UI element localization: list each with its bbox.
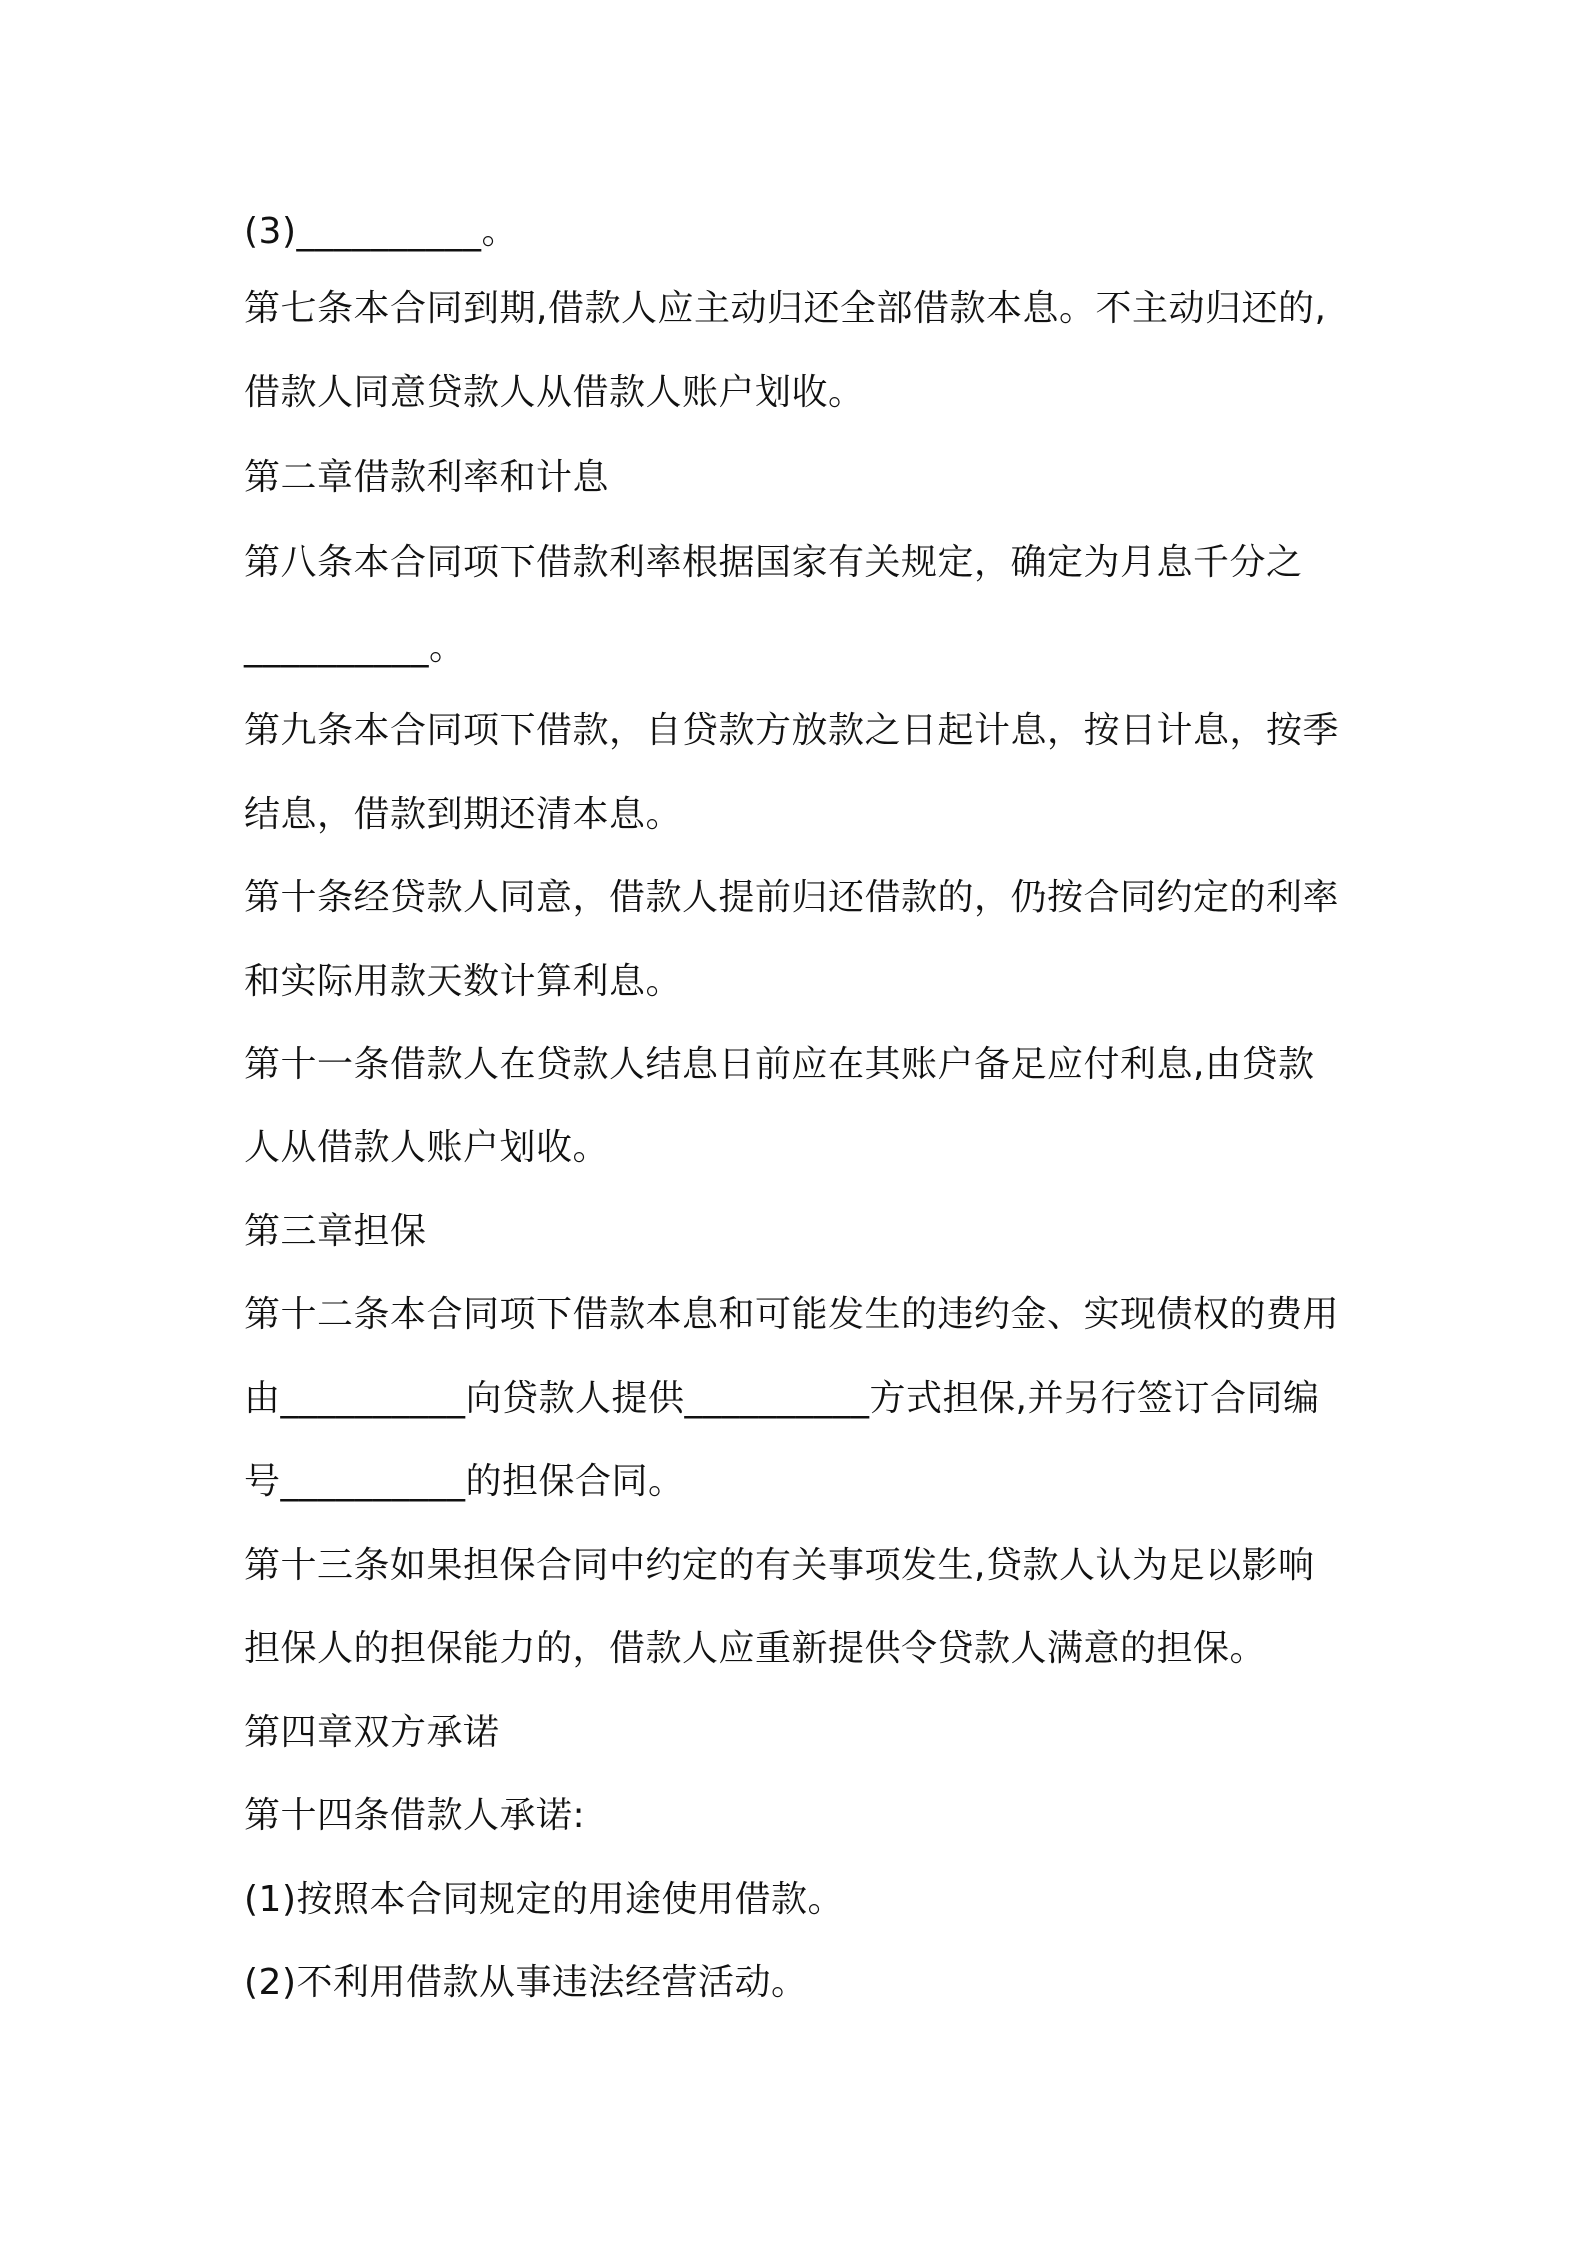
text-line-item-2: (2)不利用借款从事违法经营活动。 xyxy=(244,1962,808,2003)
text-line-article-14: 第十四条借款人承诺: xyxy=(244,1795,586,1836)
text-line-item-1: (1)按照本合同规定的用途使用借款。 xyxy=(244,1879,844,1920)
text-line-article-9-cont: 结息，借款到期还清本息。 xyxy=(244,794,683,835)
text-line-article-10: 第十条经贷款人同意，借款人提前归还借款的，仍按合同约定的利率 xyxy=(244,877,1340,918)
text-line-article-12-cont: 由__________向贷款人提供__________方式担保,并另行签订合同编 xyxy=(244,1378,1320,1419)
text-line-article-12: 第十二条本合同项下借款本息和可能发生的违约金、实现债权的费用 xyxy=(244,1294,1340,1335)
chapter-4-heading: 第四章双方承诺 xyxy=(244,1712,500,1753)
text-line-article-11-cont: 人从借款人账户划收。 xyxy=(244,1127,610,1168)
text-line-article-13-cont: 担保人的担保能力的，借款人应重新提供令贷款人满意的担保。 xyxy=(244,1628,1267,1669)
text-line-item-3-blank: (3)__________。 xyxy=(244,211,518,252)
chapter-3-heading: 第三章担保 xyxy=(244,1211,427,1252)
text-line-article-9: 第九条本合同项下借款，自贷款方放款之日起计息，按日计息，按季 xyxy=(244,710,1340,751)
text-line-article-13: 第十三条如果担保合同中约定的有关事项发生,贷款人认为足以影响 xyxy=(244,1545,1315,1586)
text-line-article-7: 第七条本合同到期,借款人应主动归还全部借款本息。不主动归还的, xyxy=(244,288,1327,329)
text-line-article-12-end: 号__________的担保合同。 xyxy=(244,1461,685,1502)
text-line-article-8-blank: __________。 xyxy=(244,627,466,668)
text-line-article-11: 第十一条借款人在贷款人结息日前应在其账户备足应付利息,由贷款 xyxy=(244,1044,1315,1085)
text-line-article-8: 第八条本合同项下借款利率根据国家有关规定，确定为月息千分之 xyxy=(244,542,1303,583)
text-line-article-7-cont: 借款人同意贷款人从借款人账户划收。 xyxy=(244,372,865,413)
text-line-article-10-cont: 和实际用款天数计算利息。 xyxy=(244,961,683,1002)
chapter-2-heading: 第二章借款利率和计息 xyxy=(244,457,610,498)
